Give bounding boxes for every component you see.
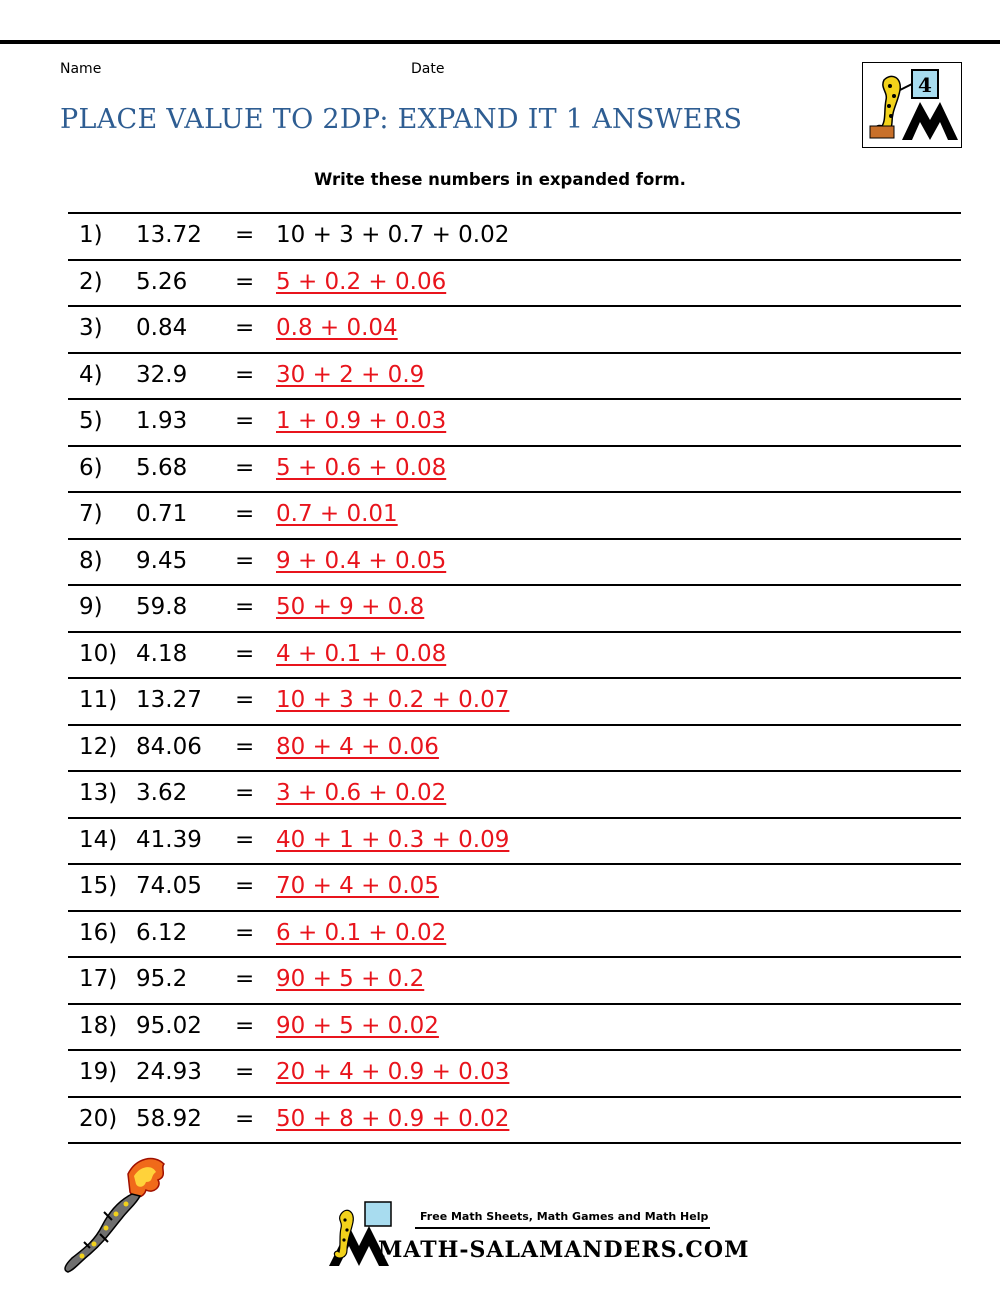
problem-number: 12) [79, 733, 118, 760]
equals-sign: = [235, 594, 255, 620]
equals-sign: = [235, 408, 255, 434]
problem-value: 74.05 [136, 873, 202, 899]
equals-sign: = [235, 687, 255, 713]
problem-value: 5.26 [136, 268, 188, 295]
equals-sign: = [235, 826, 255, 853]
expanded-answer: 70 + 4 + 0.05 [276, 873, 439, 899]
problem-number: 8) [79, 547, 103, 574]
problem-number: 1) [79, 222, 103, 248]
equals-sign: = [235, 640, 255, 667]
expanded-answer: 10 + 3 + 0.7 + 0.02 [276, 222, 510, 248]
equals-sign: = [235, 919, 255, 946]
problem-number: 14) [79, 826, 118, 853]
problem-value: 4.18 [136, 640, 188, 667]
equals-sign: = [235, 966, 255, 992]
problem-number: 10) [79, 640, 118, 667]
table-row [68, 956, 961, 1003]
problem-value: 95.02 [136, 1012, 202, 1039]
problem-number: 6) [79, 454, 103, 481]
problem-number: 16) [79, 919, 118, 946]
problem-value: 13.27 [136, 687, 202, 713]
expanded-answer: 50 + 9 + 0.8 [276, 594, 425, 620]
top-rule [0, 40, 1000, 44]
expanded-answer: 90 + 5 + 0.2 [276, 966, 425, 992]
problem-number: 7) [79, 501, 103, 527]
table-row [68, 677, 961, 724]
expanded-answer: 80 + 4 + 0.06 [276, 733, 439, 760]
problem-number: 11) [79, 687, 118, 713]
table-row [68, 398, 961, 445]
table-row [68, 259, 961, 306]
equals-sign: = [235, 315, 255, 341]
table-row [68, 724, 961, 771]
name-label: Name [60, 61, 102, 77]
problem-number: 20) [79, 1105, 118, 1132]
problem-number: 5) [79, 408, 103, 434]
table-row [68, 1049, 961, 1096]
problem-value: 5.68 [136, 454, 188, 481]
problem-number: 4) [79, 361, 103, 388]
problem-value: 84.06 [136, 733, 202, 760]
problem-value: 59.8 [136, 594, 188, 620]
expanded-answer: 10 + 3 + 0.2 + 0.07 [276, 687, 510, 713]
problem-value: 24.93 [136, 1059, 202, 1085]
problem-number: 9) [79, 594, 103, 620]
table-row [68, 445, 961, 492]
expanded-answer: 20 + 4 + 0.9 + 0.03 [276, 1059, 510, 1085]
expanded-answer: 0.8 + 0.04 [276, 315, 398, 341]
problem-value: 0.84 [136, 315, 188, 341]
equals-sign: = [235, 454, 255, 481]
problem-value: 6.12 [136, 919, 188, 946]
table-row [68, 584, 961, 631]
footer-site-name: MATH-SALAMANDERS.COM [378, 1237, 750, 1263]
problem-value: 95.2 [136, 966, 188, 992]
expanded-answer: 40 + 1 + 0.3 + 0.09 [276, 826, 510, 853]
grade-number: 4 [918, 73, 932, 97]
table-row [68, 491, 961, 538]
problem-value: 13.72 [136, 222, 202, 248]
expanded-answer: 0.7 + 0.01 [276, 501, 398, 527]
equals-sign: = [235, 361, 255, 388]
expanded-answer: 9 + 0.4 + 0.05 [276, 547, 447, 574]
equals-sign: = [235, 780, 255, 806]
expanded-answer: 50 + 8 + 0.9 + 0.02 [276, 1105, 510, 1132]
problem-value: 0.71 [136, 501, 188, 527]
equals-sign: = [235, 1012, 255, 1039]
expanded-answer: 6 + 0.1 + 0.02 [276, 919, 447, 946]
table-row [68, 910, 961, 957]
table-row [68, 631, 961, 678]
footer-tagline: Free Math Sheets, Math Games and Math Help [420, 1210, 709, 1223]
problem-number: 3) [79, 315, 103, 341]
expanded-answer: 30 + 2 + 0.9 [276, 361, 425, 388]
expanded-answer: 1 + 0.9 + 0.03 [276, 408, 447, 434]
problem-value: 41.39 [136, 826, 202, 853]
equals-sign: = [235, 1105, 255, 1132]
table-row [68, 1096, 961, 1145]
equals-sign: = [235, 873, 255, 899]
problem-value: 58.92 [136, 1105, 202, 1132]
equals-sign: = [235, 501, 255, 527]
table-row [68, 352, 961, 399]
problem-value: 1.93 [136, 408, 188, 434]
equals-sign: = [235, 733, 255, 760]
problem-value: 9.45 [136, 547, 188, 574]
problem-number: 2) [79, 268, 103, 295]
table-row [68, 863, 961, 910]
problem-number: 17) [79, 966, 118, 992]
table-row [68, 1003, 961, 1050]
equals-sign: = [235, 268, 255, 295]
equals-sign: = [235, 1059, 255, 1085]
problem-number: 19) [79, 1059, 118, 1085]
expanded-answer: 5 + 0.2 + 0.06 [276, 268, 447, 295]
grade-salamander-logo-icon [862, 62, 962, 148]
problem-value: 3.62 [136, 780, 188, 806]
table-row [68, 305, 961, 352]
equals-sign: = [235, 547, 255, 574]
expanded-answer: 3 + 0.6 + 0.02 [276, 780, 447, 806]
expanded-answer: 4 + 0.1 + 0.08 [276, 640, 447, 667]
expanded-answer: 90 + 5 + 0.02 [276, 1012, 439, 1039]
page-title: PLACE VALUE TO 2DP: EXPAND IT 1 ANSWERS [60, 104, 743, 135]
problem-value: 32.9 [136, 361, 188, 388]
equals-sign: = [235, 222, 255, 248]
table-row [68, 538, 961, 585]
date-label: Date [411, 61, 445, 77]
problem-number: 18) [79, 1012, 118, 1039]
table-row [68, 817, 961, 864]
problems-table [68, 212, 961, 1144]
table-row [68, 770, 961, 817]
table-row [68, 212, 961, 259]
fire-salamander-icon [50, 1150, 175, 1275]
instruction-text: Write these numbers in expanded form. [314, 170, 686, 189]
problem-number: 13) [79, 780, 118, 806]
expanded-answer: 5 + 0.6 + 0.08 [276, 454, 447, 481]
problem-number: 15) [79, 873, 118, 899]
